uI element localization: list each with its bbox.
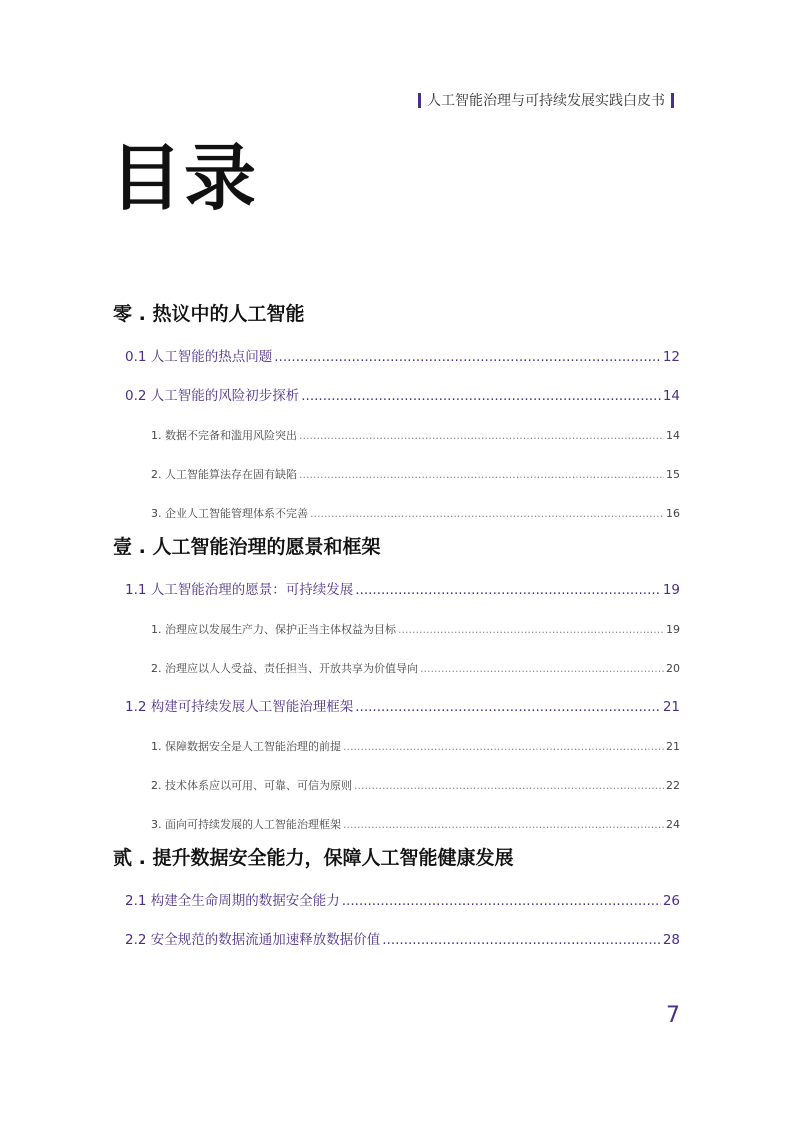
- leader-dots: [299, 455, 664, 494]
- toc-entry[interactable]: [113, 649, 680, 688]
- toc-entry-page: 20: [666, 662, 680, 675]
- toc-entry-label: 3. 面向可持续发展的人工智能治理框架: [151, 818, 341, 831]
- toc-entry-page: 14: [666, 429, 680, 442]
- toc-entry-page: 15: [666, 468, 680, 481]
- toc-entry-label: 2. 治理应以人人受益、责任担当、开放共享为价值导向: [151, 662, 418, 675]
- toc-entry-page: 22: [666, 779, 680, 792]
- leader-dots: [354, 766, 664, 805]
- leader-dots: [274, 338, 661, 377]
- toc-entry-label: 3. 企业人工智能管理体系不完善: [151, 507, 308, 520]
- toc-entry[interactable]: [113, 455, 680, 494]
- leader-dots: [343, 805, 664, 844]
- toc-entry[interactable]: [113, 610, 680, 649]
- leader-dots: [382, 921, 661, 960]
- leader-dots: [355, 571, 661, 610]
- toc-entry-label: 2. 人工智能算法存在固有缺陷: [151, 468, 297, 481]
- toc-entry-page: 21: [666, 740, 680, 753]
- toc-section-title[interactable]: 零 . 热议中的人工智能: [113, 303, 305, 325]
- table-of-contents: [113, 300, 680, 960]
- toc-entry-label: 1. 保障数据安全是人工智能治理的前提: [151, 740, 341, 753]
- leader-dots: [310, 494, 664, 533]
- toc-entry[interactable]: [113, 571, 680, 610]
- toc-entry[interactable]: [113, 882, 680, 921]
- toc-entry-label: 0.1 人工智能的热点问题: [125, 349, 273, 365]
- toc-entry[interactable]: [113, 377, 680, 416]
- leader-dots: [301, 377, 661, 416]
- leader-dots: [420, 649, 664, 688]
- header-bar-right: [671, 93, 674, 108]
- header-doc-title: 人工智能治理与可持续发展实践白皮书: [427, 93, 665, 109]
- toc-entry[interactable]: [113, 688, 680, 727]
- running-header: [412, 90, 680, 110]
- toc-entry[interactable]: [113, 727, 680, 766]
- toc-entry-page: 16: [666, 507, 680, 520]
- leader-dots: [355, 688, 661, 727]
- toc-entry-label: 1.1 人工智能治理的愿景：可持续发展: [125, 582, 354, 598]
- toc-entry-page: 26: [662, 893, 680, 909]
- toc-section-title[interactable]: 贰 . 提升数据安全能力，保障人工智能健康发展: [113, 847, 514, 869]
- toc-entry-page: 24: [666, 818, 680, 831]
- toc-entry-page: 28: [662, 932, 680, 948]
- toc-entry[interactable]: [113, 494, 680, 533]
- page-number: 7: [666, 1003, 680, 1028]
- toc-entry-label: 0.2 人工智能的风险初步探析: [125, 388, 300, 404]
- leader-dots: [398, 610, 664, 649]
- header-bar-left: [418, 93, 421, 108]
- toc-entry-label: 1. 治理应以发展生产力、保护正当主体权益为目标: [151, 623, 396, 636]
- toc-entry-page: 14: [662, 388, 680, 404]
- toc-entry-page: 12: [662, 349, 680, 365]
- toc-entry[interactable]: [113, 338, 680, 377]
- toc-entry-label: 2.2 安全规范的数据流通加速释放数据价值: [125, 932, 381, 948]
- toc-entry-page: 19: [666, 623, 680, 636]
- toc-entry-page: 19: [662, 582, 680, 598]
- leader-dots: [299, 416, 664, 455]
- toc-entry[interactable]: [113, 416, 680, 455]
- toc-entry[interactable]: [113, 805, 680, 844]
- toc-entry-page: 21: [662, 699, 680, 715]
- toc-section-title[interactable]: 壹 . 人工智能治理的愿景和框架: [113, 536, 381, 558]
- toc-entry-label: 1.2 构建可持续发展人工智能治理框架: [125, 699, 354, 715]
- toc-entry-label: 2. 技术体系应以可用、可靠、可信为原则: [151, 779, 352, 792]
- toc-entry-label: 1. 数据不完备和滥用风险突出: [151, 429, 297, 442]
- toc-entry-label: 2.1 构建全生命周期的数据安全能力: [125, 893, 340, 909]
- leader-dots: [343, 727, 664, 766]
- page-title: 目录: [110, 136, 259, 220]
- toc-entry[interactable]: [113, 921, 680, 960]
- toc-entry[interactable]: [113, 766, 680, 805]
- leader-dots: [342, 882, 661, 921]
